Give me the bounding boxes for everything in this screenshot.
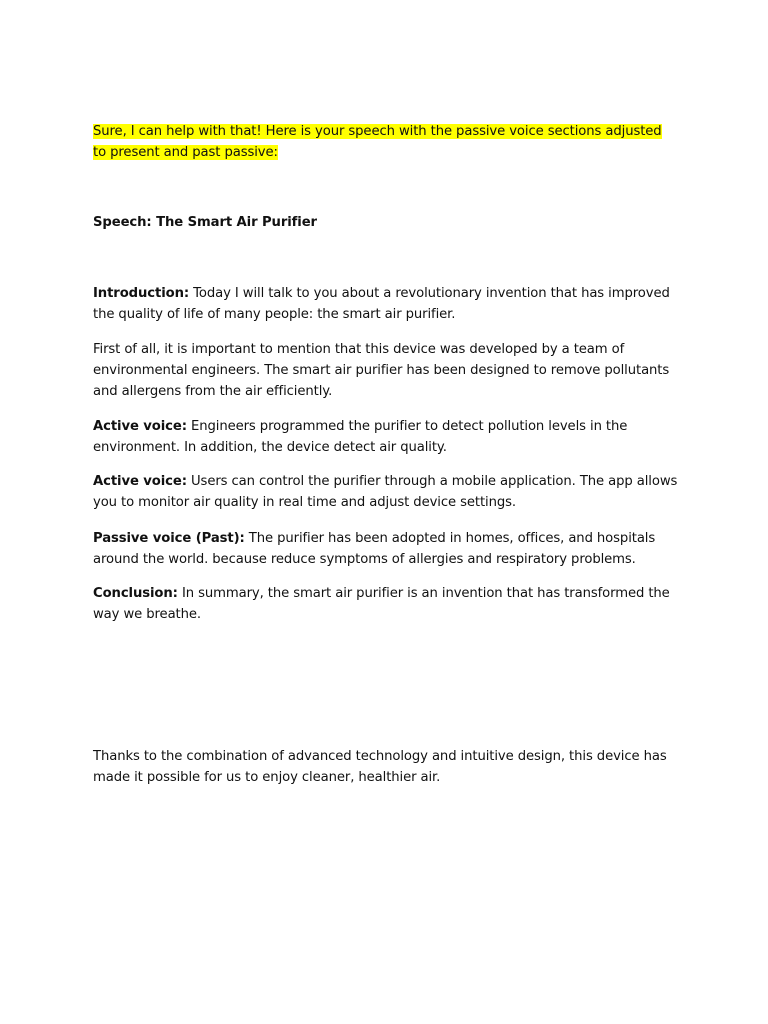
- paragraph-active-voice-2: [93, 471, 678, 513]
- conclusion-text: In summary, the smart air purifier is an invention that has transformed the way we breathe.: [93, 586, 670, 622]
- closing-thanks-text: Thanks to the combination of advanced technology and intuitive design, this device has made it possible for us to enjoy cleaner, healthier air.: [93, 749, 667, 785]
- passive-voice-label: Passive voice (Past):: [93, 531, 245, 546]
- paragraph-introduction: [93, 283, 678, 325]
- highlighted-intro-text: Sure, I can help with that! Here is your speech with the passive voice sections adjusted to present and past passive:: [93, 124, 662, 160]
- paragraph-passive-voice-past: [93, 528, 678, 570]
- active-voice-label: Active voice:: [93, 474, 187, 489]
- introduction-text: Today I will talk to you about a revolutionary invention that has improved the quality of life of many people: the smart air purifier.: [93, 286, 670, 322]
- active-voice-text: Users can control the purifier through a mobile application. The app allows you to monitor air quality in real time and adjust device settings.: [93, 474, 678, 510]
- introduction-label: Introduction:: [93, 286, 190, 301]
- paragraph-first-of-all: [93, 339, 678, 402]
- assistant-intro-note: [93, 121, 678, 163]
- paragraph-active-voice-1: [93, 416, 678, 458]
- speech-title: Speech: The Smart Air Purifier: [93, 215, 317, 230]
- paragraph-closing-thanks: [93, 746, 678, 788]
- active-voice-text: Engineers programmed the purifier to detect pollution levels in the environment. In addition, the device detect air quality.: [93, 419, 628, 455]
- paragraph-conclusion: [93, 583, 678, 625]
- conclusion-label: Conclusion:: [93, 586, 178, 601]
- first-paragraph-text: First of all, it is important to mention that this device was developed by a team of environmental engineers. The smart air purifier has been designed to remove pollutants and allergens from the air efficiently.: [93, 342, 670, 399]
- passive-voice-text: The purifier has been adopted in homes, offices, and hospitals around the world. because reduce symptoms of allergies and respiratory problems.: [93, 531, 656, 567]
- active-voice-label: Active voice:: [93, 419, 187, 434]
